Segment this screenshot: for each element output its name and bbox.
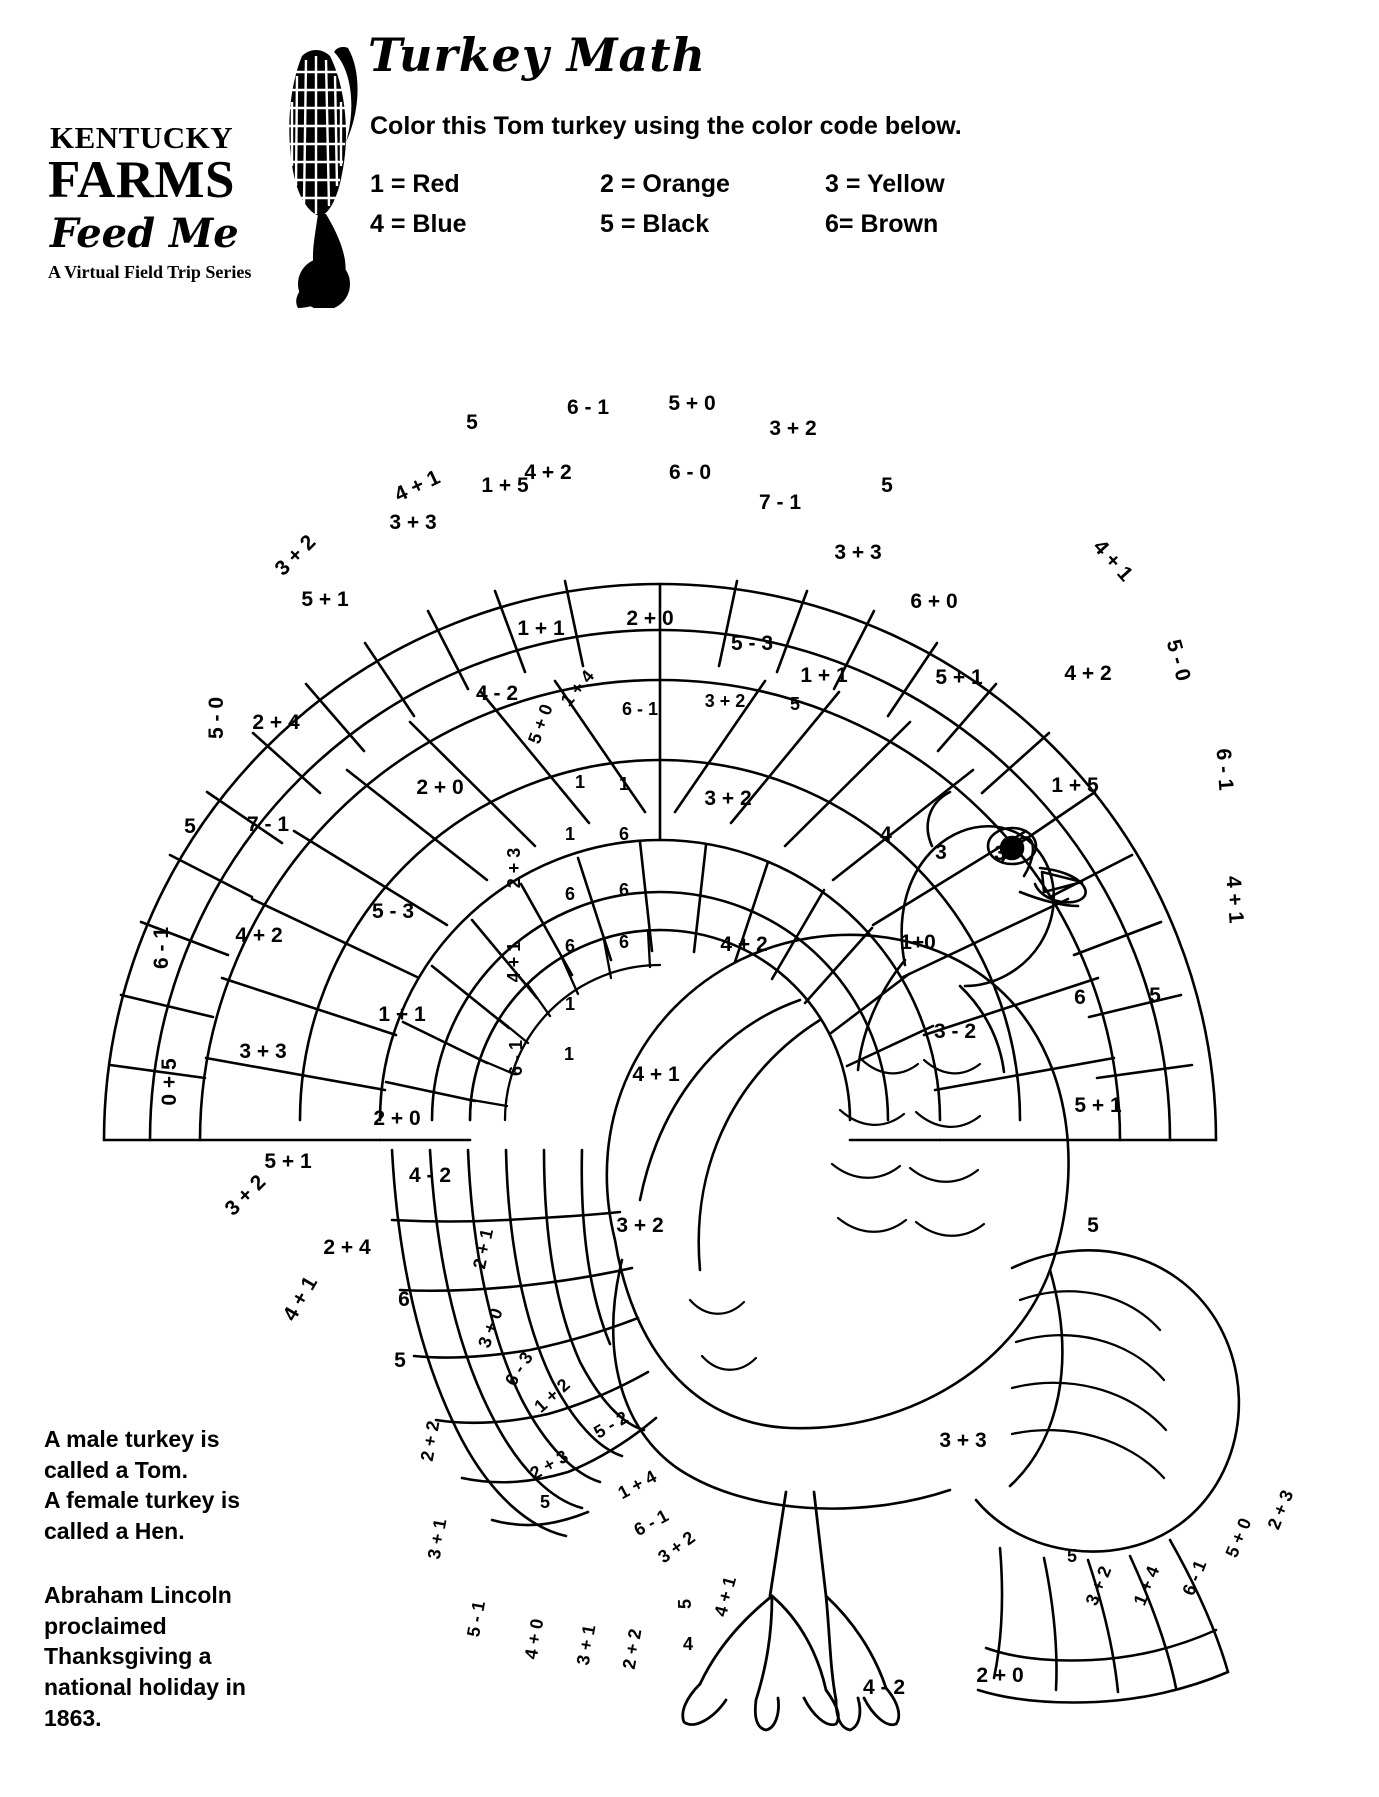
svg-text:1 + 5: 1 + 5 [1051,774,1099,797]
svg-text:3 + 3: 3 + 3 [389,511,437,534]
svg-text:2 + 4: 2 + 4 [323,1236,371,1259]
svg-text:2 + 2: 2 + 2 [618,1627,646,1671]
svg-text:6: 6 [398,1288,410,1311]
svg-text:3 + 1: 3 + 1 [572,1623,600,1667]
svg-text:4: 4 [682,1634,694,1654]
svg-text:4 + 1: 4 + 1 [632,1063,680,1086]
svg-text:1 + 1: 1 + 1 [800,664,848,687]
svg-text:5: 5 [539,1492,551,1512]
svg-text:4 + 1: 4 + 1 [710,1574,741,1619]
svg-text:1: 1 [563,1044,575,1064]
svg-text:5: 5 [1149,984,1161,1007]
svg-text:6 - 0: 6 - 0 [668,461,712,484]
svg-text:3 + 3: 3 + 3 [239,1040,287,1063]
svg-text:5: 5 [184,815,196,838]
svg-text:6: 6 [618,932,630,952]
svg-text:5: 5 [789,694,801,714]
svg-text:2 + 3: 2 + 3 [1263,1487,1298,1533]
svg-text:4: 4 [880,823,892,846]
svg-text:5 - 1: 5 - 1 [463,1599,490,1639]
svg-text:4 - 2: 4 - 2 [408,1164,452,1187]
svg-text:1+0: 1+0 [900,931,936,954]
legend-item-2: 2 = Orange [600,169,730,198]
svg-text:6 - 1: 6 - 1 [1178,1557,1211,1599]
svg-text:6 - 1: 6 - 1 [630,1505,672,1540]
fact-lincoln: Abraham Lincoln proclaimed Thanksgiving a national holiday in 1863. [44,1582,246,1731]
svg-text:5 + 0: 5 + 0 [668,392,716,415]
logo-line-kentucky: KENTUCKY [50,120,234,155]
svg-text:1 + 2: 1 + 2 [530,1374,574,1417]
legend-item-6: 6= Brown [825,209,939,238]
svg-text:5 + 1: 5 + 1 [935,666,983,689]
svg-text:5 - 0: 5 - 0 [1161,637,1195,684]
svg-text:1 + 1: 1 + 1 [517,617,565,640]
svg-text:2 + 3: 2 + 3 [504,847,524,889]
svg-text:5: 5 [394,1349,406,1372]
svg-text:4 - 2: 4 - 2 [862,1676,906,1699]
svg-text:2 + 2: 2 + 2 [416,1419,444,1463]
svg-text:5 + 1: 5 + 1 [1074,1094,1122,1117]
svg-text:3 + 2: 3 + 2 [616,1214,664,1237]
page-title: Turkey Math [368,28,706,82]
svg-text:1 + 4: 1 + 4 [556,666,599,711]
svg-text:2 + 0: 2 + 0 [976,1664,1024,1687]
svg-text:4 + 2: 4 + 2 [235,924,283,947]
svg-text:4 + 1: 4 + 1 [1221,875,1248,924]
legend-item-5: 5 = Black [600,209,710,238]
svg-text:3 + 3: 3 + 3 [939,1429,987,1452]
svg-text:6 - 1: 6 - 1 [566,396,610,419]
svg-text:6: 6 [564,884,576,904]
svg-text:5: 5 [1066,1546,1078,1566]
svg-text:3 + 2: 3 + 2 [704,691,746,711]
svg-text:6 - 1: 6 - 1 [1211,747,1238,792]
svg-text:4 + 1: 4 + 1 [390,465,444,507]
logo-line-feedme: Feed Me [50,210,239,257]
svg-text:3: 3 [935,841,947,864]
svg-text:2 + 0: 2 + 0 [626,607,674,630]
svg-text:1 + 4: 1 + 4 [1129,1563,1164,1609]
svg-text:5: 5 [466,411,478,434]
svg-text:3: 3 [994,842,1006,865]
svg-text:4 + 1: 4 + 1 [504,941,524,983]
svg-text:3 + 1: 3 + 1 [423,1517,451,1561]
svg-text:2 + 0: 2 + 0 [416,776,464,799]
svg-text:6 - 1: 6 - 1 [506,1039,526,1077]
svg-text:3 + 0: 3 + 0 [474,1305,507,1351]
svg-text:5 + 1: 5 + 1 [301,588,349,611]
svg-text:4 + 2: 4 + 2 [524,461,572,484]
fun-facts [44,1424,344,1733]
svg-text:6 - 3: 6 - 3 [500,1348,537,1390]
logo-tagline: A Virtual Field Trip Series [48,262,252,282]
legend-item-3: 3 = Yellow [825,169,945,198]
svg-text:5 - 0: 5 - 0 [205,696,228,740]
svg-text:3 + 2: 3 + 2 [654,1527,699,1568]
svg-text:3 + 2: 3 + 2 [769,417,817,440]
svg-text:1: 1 [564,824,576,844]
fact-tom-hen: A male turkey is called a Tom. A female turkey is called a Hen. [44,1426,241,1544]
svg-text:1: 1 [618,774,630,794]
svg-text:3 + 2: 3 + 2 [1081,1563,1116,1609]
svg-text:5: 5 [881,474,893,497]
svg-text:5: 5 [1087,1214,1099,1237]
svg-text:1: 1 [564,994,576,1014]
page-instructions: Color this Tom turkey using the color code below. [370,112,962,140]
svg-text:6 - 1: 6 - 1 [150,926,173,970]
svg-text:1 + 1: 1 + 1 [378,1003,426,1026]
logo-line-farms: FARMS [48,151,235,209]
svg-text:2 + 1: 2 + 1 [469,1226,498,1271]
svg-text:4 - 2: 4 - 2 [475,682,519,705]
svg-text:6 - 1: 6 - 1 [621,699,659,719]
svg-text:3 + 2: 3 + 2 [704,787,752,810]
svg-text:0 + 5: 0 + 5 [158,1058,181,1106]
legend-item-4: 4 = Blue [370,209,467,238]
legend-item-1: 1 = Red [370,169,460,198]
svg-text:4 + 2: 4 + 2 [1064,662,1112,685]
svg-text:6 + 0: 6 + 0 [910,590,958,613]
svg-text:6: 6 [618,880,630,900]
svg-text:2 + 3: 2 + 3 [526,1446,572,1484]
svg-text:6: 6 [1074,986,1086,1009]
svg-text:5 + 0: 5 + 0 [524,701,557,747]
svg-text:5 + 0: 5 + 0 [1221,1515,1256,1561]
svg-text:6: 6 [618,824,630,844]
svg-text:1 + 4: 1 + 4 [614,1466,660,1504]
svg-text:2 + 0: 2 + 0 [373,1107,421,1130]
svg-text:7 - 1: 7 - 1 [246,813,290,836]
svg-text:4 + 0: 4 + 0 [520,1617,548,1661]
svg-text:7 - 1: 7 - 1 [758,491,802,514]
svg-text:3 + 3: 3 + 3 [834,541,882,564]
svg-text:4 + 1: 4 + 1 [278,1272,323,1325]
svg-text:3 + 2: 3 + 2 [270,530,321,581]
svg-text:1: 1 [574,772,586,792]
svg-text:6: 6 [564,936,576,956]
svg-text:5 - 3: 5 - 3 [730,632,774,655]
svg-text:4 + 1: 4 + 1 [1088,535,1138,586]
svg-text:4 + 2: 4 + 2 [720,933,768,956]
svg-text:5 - 2: 5 - 2 [590,1407,632,1443]
svg-text:5 - 3: 5 - 3 [371,900,415,923]
svg-text:3 - 2: 3 - 2 [933,1020,977,1043]
svg-text:2 + 4: 2 + 4 [252,711,300,734]
svg-text:5 + 1: 5 + 1 [264,1150,312,1173]
svg-text:1 + 5: 1 + 5 [481,474,529,497]
svg-text:5: 5 [675,1598,695,1610]
svg-text:3 + 2: 3 + 2 [220,1170,271,1221]
